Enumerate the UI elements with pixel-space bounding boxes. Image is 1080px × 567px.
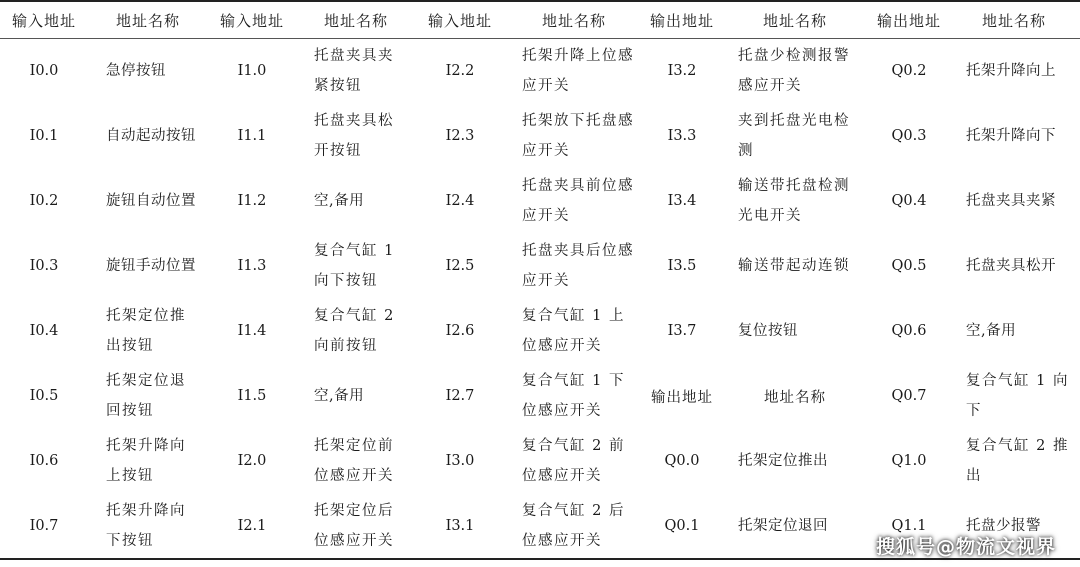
- inline-header-output-address: 输出地址: [651, 389, 713, 406]
- io-address-cell: I3.4: [667, 193, 697, 209]
- io-address-cell: I1.2: [237, 193, 267, 209]
- table-body: [0, 39, 1080, 559]
- io-name-cell: 托盘少报警: [966, 517, 1041, 534]
- io-name-cell: 托架定位前位感应开关: [314, 438, 394, 484]
- io-address-cell: I0.6: [29, 453, 59, 469]
- io-name-cell: 托架定位推出按钮: [106, 308, 186, 354]
- io-name-cell: 急停按钮: [106, 63, 166, 80]
- io-name-cell: 空,备用: [314, 388, 365, 404]
- io-name-cell: 托架放下托盘感应开关: [522, 113, 634, 159]
- io-address-cell: I2.0: [237, 453, 267, 469]
- inline-header-address-name: 地址名称: [764, 389, 826, 406]
- io-name-cell: 旋钮手动位置: [106, 258, 196, 274]
- io-name-cell: 复合气缸 2 后位感应开关: [522, 502, 625, 549]
- io-address-cell: I0.1: [29, 128, 59, 144]
- io-address-cell: I1.3: [237, 258, 267, 274]
- io-name-cell: 复合气缸 2 推出: [966, 438, 1069, 484]
- io-name-cell: 复位按钮: [738, 323, 798, 339]
- io-name-cell: 输送带托盘检测光电开关: [738, 178, 850, 224]
- header-output-address: 输出地址: [644, 1, 720, 39]
- table-row: [0, 39, 1080, 104]
- table-row: [0, 234, 1080, 299]
- io-name-cell: 托架定位退回按钮: [106, 373, 186, 419]
- io-address-cell: I3.1: [445, 517, 475, 534]
- io-name-cell: 复合气缸 1 向下: [966, 373, 1069, 419]
- io-name-cell: 复合气缸 1 向下按钮: [314, 243, 395, 289]
- io-address-cell: Q0.2: [891, 63, 927, 80]
- table-header-row: [0, 1, 1080, 39]
- io-name-cell: 托盘夹具夹紧: [966, 193, 1056, 209]
- io-name-cell: 旋钮自动位置: [106, 193, 196, 209]
- header-output-address: 输出地址: [870, 1, 948, 39]
- io-address-cell: I1.5: [237, 388, 267, 404]
- io-name-cell: 复合气缸 1 下位感应开关: [522, 373, 625, 419]
- io-address-cell: Q1.1: [891, 517, 927, 534]
- io-name-cell: 托盘夹具松开按钮: [314, 113, 394, 159]
- table-row: [0, 429, 1080, 494]
- io-address-cell: Q0.5: [891, 258, 927, 274]
- io-name-cell: 托盘夹具后位感应开关: [522, 243, 634, 289]
- header-input-address: 输入地址: [416, 1, 504, 39]
- io-address-cell: I0.7: [29, 517, 59, 534]
- io-address-cell: Q0.4: [891, 193, 927, 209]
- table-row: [0, 169, 1080, 234]
- table-row: [0, 104, 1080, 169]
- io-name-cell: 复合气缸 1 上位感应开关: [522, 308, 625, 354]
- io-name-cell: 自动起动按钮: [106, 128, 196, 144]
- io-name-cell: 托架升降向下按钮: [106, 502, 186, 549]
- io-name-cell: 复合气缸 2 前位感应开关: [522, 438, 625, 484]
- table-row: [0, 364, 1080, 429]
- io-address-cell: I0.2: [29, 193, 59, 209]
- io-address-cell: Q0.6: [891, 323, 927, 339]
- header-input-address: 输入地址: [0, 1, 88, 39]
- header-address-name: 地址名称: [948, 1, 1080, 39]
- io-name-cell: 托盘夹具前位感应开关: [522, 178, 634, 224]
- io-name-cell: 复合气缸 2 向前按钮: [314, 308, 395, 354]
- io-name-cell: 托盘夹具松开: [966, 258, 1056, 274]
- table-row: [0, 299, 1080, 364]
- io-name-cell: 托架升降向上: [966, 63, 1056, 80]
- io-address-cell: I1.0: [237, 63, 267, 80]
- io-name-cell: 夹到托盘光电检测: [738, 113, 850, 159]
- header-address-name: 地址名称: [88, 1, 208, 39]
- io-address-cell: I0.4: [29, 323, 59, 339]
- io-name-cell: 托架升降向下: [966, 128, 1056, 144]
- io-address-cell: I3.5: [667, 258, 697, 274]
- io-name-cell: 托架定位推出: [738, 453, 828, 469]
- watermark: 搜狐号@物流文视界: [875, 536, 1056, 558]
- io-name-cell: 空,备用: [314, 193, 365, 209]
- header-address-name: 地址名称: [504, 1, 644, 39]
- io-address-cell: I1.4: [237, 323, 267, 339]
- io-address-cell: I0.5: [29, 388, 59, 404]
- io-name-cell: 托架升降向上按钮: [106, 438, 186, 484]
- io-address-cell: Q0.7: [891, 388, 927, 404]
- io-address-cell: I1.1: [237, 128, 267, 144]
- header-address-name: 地址名称: [296, 1, 416, 39]
- io-address-cell: I2.7: [445, 388, 475, 404]
- io-address-cell: I0.3: [29, 258, 59, 274]
- io-address-cell: I2.2: [445, 63, 475, 80]
- io-address-cell: Q0.1: [664, 517, 700, 534]
- header-address-name: 地址名称: [720, 1, 870, 39]
- io-address-cell: Q1.0: [891, 453, 927, 469]
- io-name-cell: 托架升降上位感应开关: [522, 48, 634, 95]
- io-address-cell: Q0.0: [664, 453, 700, 469]
- io-name-cell: 托盘夹具夹紧按钮: [314, 48, 394, 95]
- io-address-cell: I2.3: [445, 128, 475, 144]
- io-address-cell: I0.0: [29, 63, 59, 80]
- io-address-cell: I3.3: [667, 128, 697, 144]
- io-address-cell: I3.7: [667, 323, 697, 339]
- io-address-cell: Q0.3: [891, 128, 927, 144]
- io-address-cell: I3.0: [445, 453, 475, 469]
- io-name-cell: 托盘少检测报警感应开关: [738, 48, 850, 95]
- io-address-cell: I3.2: [667, 63, 697, 80]
- header-input-address: 输入地址: [208, 1, 296, 39]
- io-address-cell: I2.1: [237, 517, 267, 534]
- io-name-cell: 空,备用: [966, 323, 1017, 339]
- io-name-cell: 托架定位退回: [738, 517, 828, 534]
- io-address-cell: I2.5: [445, 258, 475, 274]
- io-address-cell: I2.6: [445, 323, 475, 339]
- io-name-cell: 输送带起动连锁: [738, 258, 850, 274]
- io-name-cell: 托架定位后位感应开关: [314, 502, 394, 549]
- io-address-cell: I2.4: [445, 193, 475, 209]
